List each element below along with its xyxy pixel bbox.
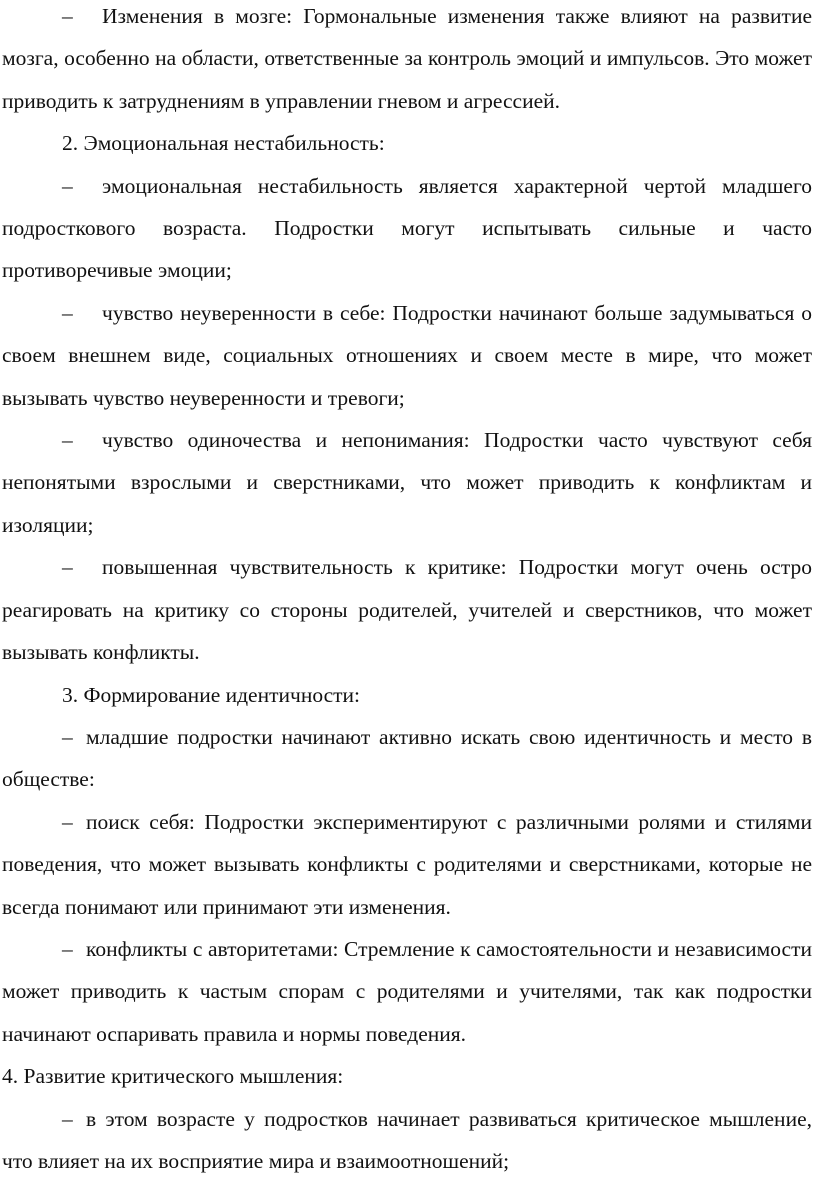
heading-text: 2. Эмоциональная нестабильность: xyxy=(62,131,385,156)
heading-text: 4. Развитие критического мышления: xyxy=(2,1064,344,1089)
list-dash: – xyxy=(62,936,73,961)
paragraph-text: Изменения в мозге: Гормональные изменения также влияют на развитие мозга, особенно на области, ответственные за контроль эмоций и импульсов. Это может приводить к затруднениям в управлении гневом и агрессией. xyxy=(2,4,812,113)
heading-emotional-instability xyxy=(2,122,812,164)
paragraph-text: младшие подростки начинают активно искать свою идентичность и место в обществе: xyxy=(2,724,812,792)
paragraph-text: конфликты с авторитетами: Стремление к самостоятельности и независимости может приводить к частым спорам с родителями и учителями, так как подростки начинают оспаривать правила и нормы поведения. xyxy=(2,936,812,1046)
paragraph-authority-conflicts xyxy=(2,928,812,1055)
list-dash: – xyxy=(62,1106,73,1131)
paragraph-brain-changes xyxy=(2,0,812,122)
list-dash: – xyxy=(62,300,73,325)
paragraph-self-search xyxy=(2,801,812,928)
paragraph-text: в этом возрасте у подростков начинает развиваться критическое мышление, что влияет на их восприятие мира и взаимоотношений; xyxy=(2,1106,812,1173)
paragraph-text: чувство неуверенности в себе: Подростки начинают больше задумываться о своем внешнем виде, социальных отношениях и своем месте в мире, что может вызывать чувство неуверенности и тревоги; xyxy=(2,300,812,410)
list-dash: – xyxy=(62,173,73,198)
list-dash: – xyxy=(62,809,73,834)
paragraph-text: повышенная чувствительность к критике: Подростки могут очень остро реагировать на критику со стороны родителей, учителей и сверстников, что может вызывать конфликты. xyxy=(2,555,812,665)
paragraph-identity-search xyxy=(2,716,812,801)
heading-text: 3. Формирование идентичности: xyxy=(62,682,361,707)
paragraph-self-doubt xyxy=(2,292,812,419)
list-dash: – xyxy=(62,724,73,749)
paragraph-text: эмоциональная нестабильность является характерной чертой младшего подросткового возраста. Подростки могут испытывать сильные и часто противоречивые эмоции; xyxy=(2,173,812,283)
paragraph-instability-trait xyxy=(2,165,812,292)
heading-identity-formation xyxy=(2,674,812,716)
heading-critical-thinking xyxy=(2,1055,812,1097)
paragraph-text: чувство одиночества и непонимания: Подростки часто чувствуют себя непонятыми взрослыми и сверстниками, что может приводить к конфликтам и изоляции; xyxy=(2,428,812,537)
paragraph-critical-thinking xyxy=(2,1098,812,1183)
list-dash: – xyxy=(62,428,73,453)
list-dash: – xyxy=(62,555,73,580)
paragraph-text: поиск себя: Подростки экспериментируют с различными ролями и стилями поведения, что может вызывать конфликты с родителями и сверстниками, которые не всегда понимают или принимают эти изменения. xyxy=(2,809,812,919)
paragraph-criticism-sensitivity xyxy=(2,546,812,673)
list-dash: – xyxy=(62,4,73,28)
paragraph-loneliness xyxy=(2,419,812,546)
